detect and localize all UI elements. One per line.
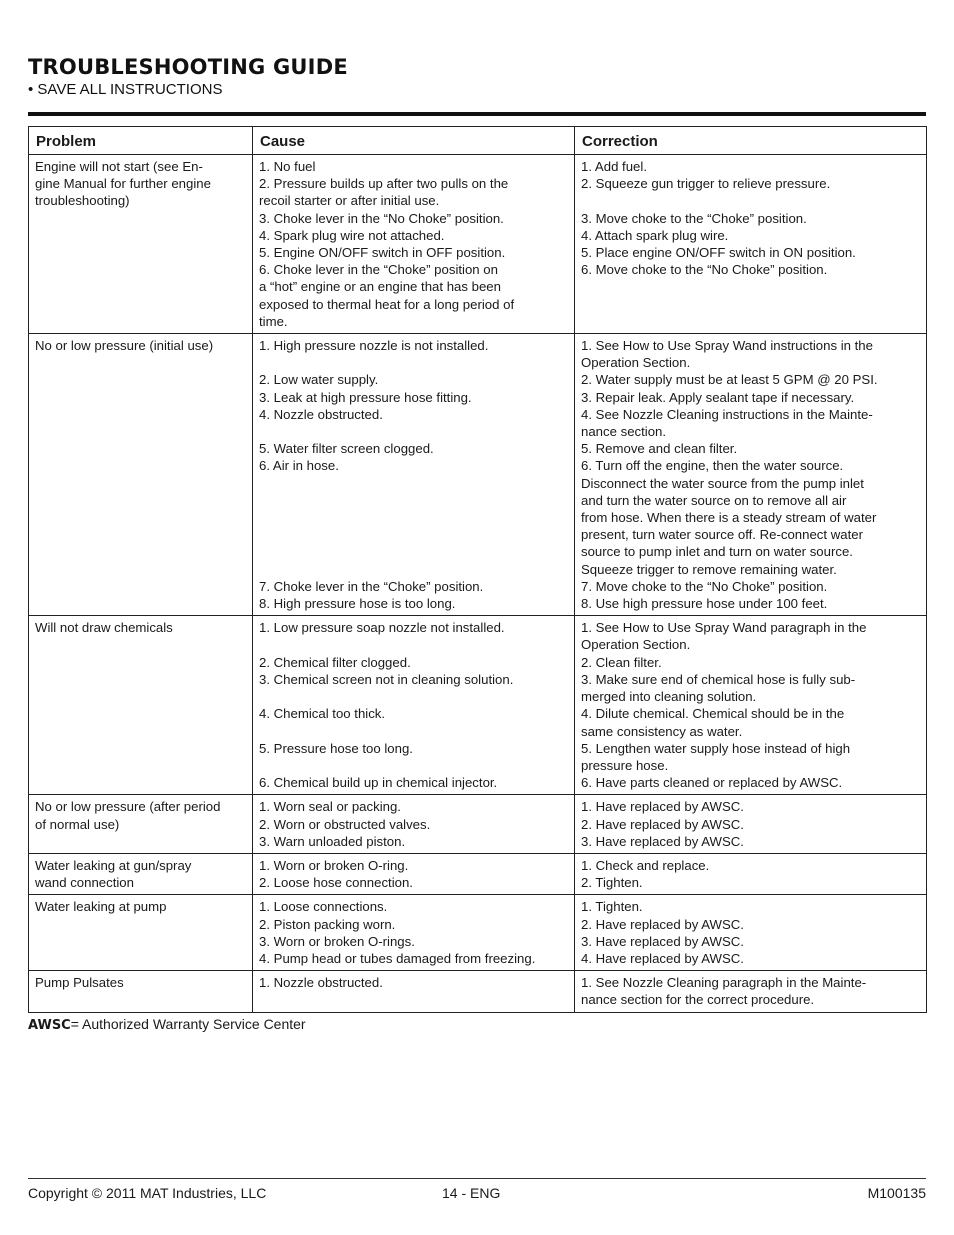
cause-line: 2. Piston packing worn. xyxy=(259,916,396,932)
problem-line: wand connection xyxy=(35,875,134,891)
cause-line: 5. Water filter screen clogged. xyxy=(259,441,434,457)
cause-line xyxy=(259,636,569,653)
footnote xyxy=(28,1016,306,1033)
correction-line: Disconnect the water source from the pump inlet xyxy=(581,475,864,491)
table-row xyxy=(29,616,927,795)
table-row xyxy=(29,155,927,334)
footnote-text: = Authorized Warranty Service Center xyxy=(70,1016,306,1032)
cause-line xyxy=(259,757,569,774)
cause-line: 6. Air in hose. xyxy=(259,458,339,474)
problem-cell xyxy=(29,616,253,795)
correction-line: 6. Turn off the engine, then the water source. xyxy=(581,458,844,474)
cause-line xyxy=(259,688,569,705)
correction-line: 1. Check and replace. xyxy=(581,857,710,873)
correction-line: 3. Make sure end of chemical hose is fully sub- xyxy=(581,671,856,687)
cause-line: 8. High pressure hose is too long. xyxy=(259,595,456,611)
cause-cell xyxy=(253,895,575,971)
correction-line: pressure hose. xyxy=(581,757,669,773)
page-title: TROUBLESHOOTING GUIDE xyxy=(28,55,348,79)
correction-line: 2. Have replaced by AWSC. xyxy=(581,916,744,932)
troubleshooting-table xyxy=(28,126,927,1013)
problem-cell xyxy=(29,155,253,334)
correction-cell xyxy=(575,795,927,854)
correction-line: 1. See How to Use Spray Wand instructions in the xyxy=(581,338,873,354)
cause-line: 2. Loose hose connection. xyxy=(259,875,413,891)
correction-cell xyxy=(575,616,927,795)
cause-line: 1. Nozzle obstructed. xyxy=(259,975,383,991)
problem-cell xyxy=(29,895,253,971)
cause-line: recoil starter or after initial use. xyxy=(259,193,440,209)
correction-line: nance section. xyxy=(581,424,667,440)
problem-line: Engine will not start (see En- xyxy=(35,159,203,174)
cause-line: 6. Chemical build up in chemical injector. xyxy=(259,775,498,791)
problem-line: No or low pressure (after period xyxy=(35,799,221,815)
cause-cell xyxy=(253,155,575,334)
column-header-problem: Problem xyxy=(29,127,253,155)
problem-cell xyxy=(29,971,253,1012)
correction-line: Operation Section. xyxy=(581,637,691,653)
cause-line: 3. Leak at high pressure hose fitting. xyxy=(259,389,472,405)
cause-cell xyxy=(253,334,575,616)
cause-cell xyxy=(253,795,575,854)
correction-line: 1. See How to Use Spray Wand paragraph in the xyxy=(581,620,867,636)
page-subtitle: • SAVE ALL INSTRUCTIONS xyxy=(28,81,223,98)
correction-line: 6. Move choke to the “No Choke” position. xyxy=(581,262,828,278)
column-header-cause: Cause xyxy=(253,127,575,155)
footer-page-number: 14 - ENG xyxy=(442,1185,501,1201)
table-body xyxy=(29,155,927,1013)
correction-line: from hose. When there is a steady stream of water xyxy=(581,510,877,526)
cause-line: 5. Pressure hose too long. xyxy=(259,740,413,756)
cause-line: exposed to thermal heat for a long period of xyxy=(259,296,515,312)
table-row xyxy=(29,795,927,854)
cause-line: 3. Worn or broken O-rings. xyxy=(259,933,415,949)
correction-line: nance section for the correct procedure. xyxy=(581,992,815,1008)
problem-line: of normal use) xyxy=(35,816,120,832)
cause-cell xyxy=(253,616,575,795)
problem-cell xyxy=(29,853,253,894)
footnote-abbreviation: AWSC xyxy=(28,1018,71,1033)
problem-line: Pump Pulsates xyxy=(35,975,124,991)
correction-line: Squeeze trigger to remove remaining water. xyxy=(581,561,837,577)
cause-line xyxy=(259,561,569,578)
table-row xyxy=(29,334,927,616)
cause-line: 3. Warn unloaded piston. xyxy=(259,833,406,849)
footer-document-number: M100135 xyxy=(867,1185,926,1201)
cause-line xyxy=(259,492,569,509)
correction-line: 4. Attach spark plug wire. xyxy=(581,227,729,243)
correction-line: 4. Have replaced by AWSC. xyxy=(581,950,744,966)
cause-line: 1. Low pressure soap nozzle not installed. xyxy=(259,620,505,636)
correction-line: 1. Tighten. xyxy=(581,899,643,915)
correction-line: 3. Move choke to the “Choke” position. xyxy=(581,210,807,226)
cause-line xyxy=(259,722,569,739)
problem-line: No or low pressure (initial use) xyxy=(35,338,214,354)
correction-line: 2. Squeeze gun trigger to relieve pressure. xyxy=(581,176,831,192)
cause-line: 2. Pressure builds up after two pulls on the xyxy=(259,176,509,192)
cause-line: 1. Worn or broken O-ring. xyxy=(259,857,409,873)
problem-line: Will not draw chemicals xyxy=(35,620,173,636)
correction-line: source to pump inlet and turn on water source. xyxy=(581,544,853,560)
footer-copyright: Copyright © 2011 MAT Industries, LLC xyxy=(28,1185,267,1201)
table-row xyxy=(29,853,927,894)
correction-line: Operation Section. xyxy=(581,355,691,371)
correction-line: present, turn water source off. Re-connect water xyxy=(581,527,863,543)
cause-line xyxy=(259,543,569,560)
correction-line: 7. Move choke to the “No Choke” position. xyxy=(581,578,828,594)
correction-cell xyxy=(575,971,927,1012)
correction-line: 1. Have replaced by AWSC. xyxy=(581,799,744,815)
cause-line xyxy=(259,509,569,526)
correction-line: 2. Clean filter. xyxy=(581,654,662,670)
cause-line: time. xyxy=(259,313,288,329)
cause-line: 3. Chemical screen not in cleaning solution. xyxy=(259,671,514,687)
cause-line: 7. Choke lever in the “Choke” position. xyxy=(259,578,484,594)
correction-line: 8. Use high pressure hose under 100 feet. xyxy=(581,596,828,612)
correction-line: 3. Have replaced by AWSC. xyxy=(581,933,744,949)
cause-line: 4. Nozzle obstructed. xyxy=(259,406,383,422)
correction-line: 6. Have parts cleaned or replaced by AWSC. xyxy=(581,775,843,791)
correction-line: 2. Water supply must be at least 5 GPM @ 20 PSI. xyxy=(581,372,878,388)
correction-line: 4. See Nozzle Cleaning instructions in the Mainte- xyxy=(581,406,873,422)
correction-line: 4. Dilute chemical. Chemical should be in the xyxy=(581,706,845,722)
table-row xyxy=(29,971,927,1012)
correction-cell xyxy=(575,895,927,971)
correction-cell xyxy=(575,334,927,616)
problem-cell xyxy=(29,795,253,854)
problem-cell xyxy=(29,334,253,616)
correction-line: same consistency as water. xyxy=(581,723,743,739)
correction-cell xyxy=(575,155,927,334)
problem-line: Water leaking at gun/spray xyxy=(35,857,192,873)
cause-line xyxy=(259,423,569,440)
correction-line: 5. Remove and clean filter. xyxy=(581,441,738,457)
cause-line xyxy=(259,354,569,371)
cause-line: 2. Chemical filter clogged. xyxy=(259,654,411,670)
header-divider xyxy=(28,112,926,116)
cause-line: a “hot” engine or an engine that has been xyxy=(259,279,501,295)
correction-line: 3. Repair leak. Apply sealant tape if necessary. xyxy=(581,389,855,405)
cause-line: 1. Loose connections. xyxy=(259,899,388,915)
cause-cell xyxy=(253,971,575,1012)
cause-line xyxy=(259,526,569,543)
correction-line: 5. Lengthen water supply hose instead of high xyxy=(581,740,851,756)
correction-line: 1. Add fuel. xyxy=(581,159,647,174)
correction-cell xyxy=(575,853,927,894)
table-header-row xyxy=(29,127,927,155)
problem-line: gine Manual for further engine xyxy=(35,176,211,192)
cause-line: 2. Low water supply. xyxy=(259,372,379,388)
cause-line: 1. Worn seal or packing. xyxy=(259,799,401,815)
cause-line: 2. Worn or obstructed valves. xyxy=(259,816,431,832)
cause-line: 5. Engine ON/OFF switch in OFF position. xyxy=(259,245,506,261)
column-header-correction: Correction xyxy=(575,127,927,155)
cause-line xyxy=(259,475,569,492)
correction-line: 3. Have replaced by AWSC. xyxy=(581,833,744,849)
cause-line: 4. Chemical too thick. xyxy=(259,706,386,722)
cause-line: 1. High pressure nozzle is not installed. xyxy=(259,338,489,354)
correction-line: 5. Place engine ON/OFF switch in ON position. xyxy=(581,245,856,260)
cause-line: 1. No fuel xyxy=(259,159,316,174)
correction-line: 1. See Nozzle Cleaning paragraph in the Mainte- xyxy=(581,975,867,991)
problem-line: Water leaking at pump xyxy=(35,899,167,915)
footer-divider xyxy=(28,1178,926,1179)
problem-line: troubleshooting) xyxy=(35,193,130,209)
cause-line: 6. Choke lever in the “Choke” position on xyxy=(259,262,498,278)
correction-line: 2. Have replaced by AWSC. xyxy=(581,816,744,832)
cause-line: 3. Choke lever in the “No Choke” position. xyxy=(259,210,504,226)
cause-cell xyxy=(253,853,575,894)
cause-line: 4. Spark plug wire not attached. xyxy=(259,227,445,243)
correction-line: 2. Tighten. xyxy=(581,875,643,891)
correction-line xyxy=(581,192,921,209)
correction-line: merged into cleaning solution. xyxy=(581,689,757,705)
correction-line: and turn the water source on to remove all air xyxy=(581,492,847,508)
cause-line: 4. Pump head or tubes damaged from freezing. xyxy=(259,950,536,966)
table-row xyxy=(29,895,927,971)
